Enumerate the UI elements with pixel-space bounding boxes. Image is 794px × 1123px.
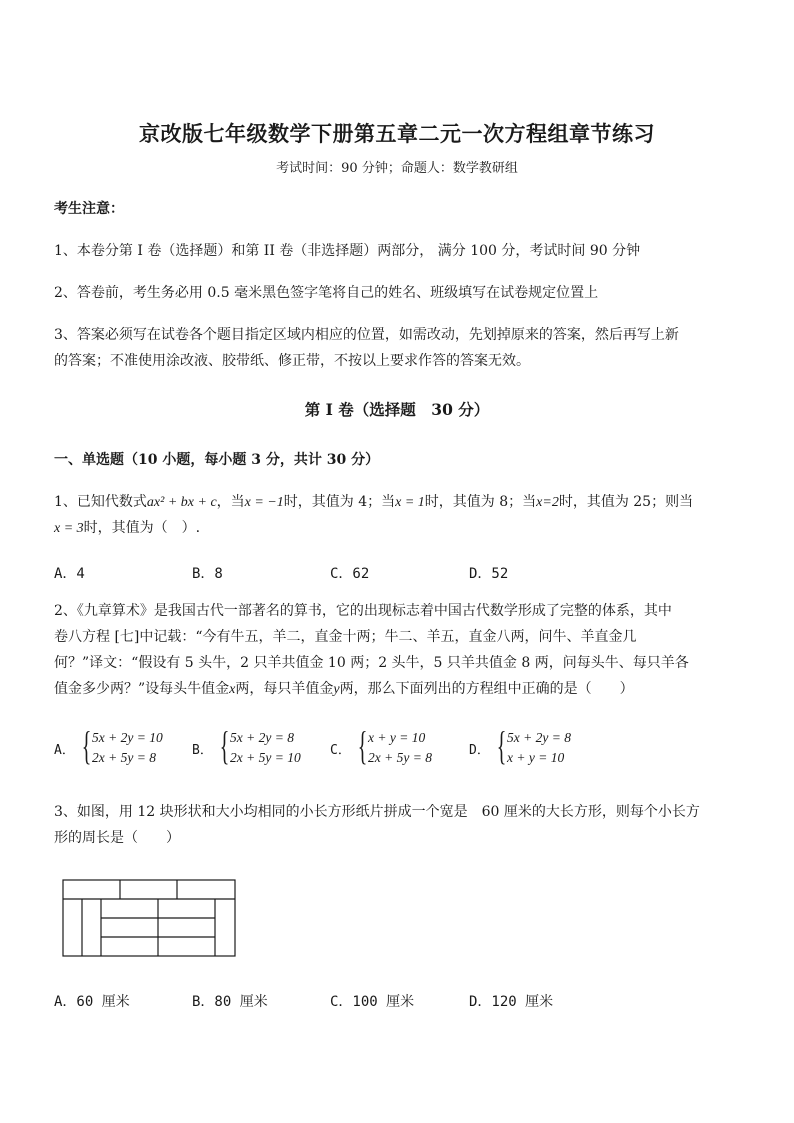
q2-option-b-letter: B． [192, 742, 213, 758]
question-1-line-1 [54, 489, 693, 516]
q1-option-b[interactable]: B．8 [192, 566, 223, 582]
q2-option-d-eq1: 5x + 2y = 8 [507, 730, 571, 745]
notice-item-1: 1、本卷分第 I 卷（选择题）和第 II 卷（非选择题）两部分， 满分 100 分，考试时间 90 分钟 [54, 243, 641, 259]
q1-condition-1: x = −1 [244, 495, 284, 510]
q2-text-c: 两，那么下面列出的方程组中正确的是（ ） [339, 681, 634, 697]
notice-item-3: 3、答案必须写在试卷各个题目指定区域内相应的位置，如需改动，先划掉原来的答案，然后再写上新 [54, 327, 679, 343]
q2-option-a-eq1: 5x + 2y = 10 [92, 730, 163, 745]
q2-option-b-eq2: 2x + 5y = 10 [230, 750, 301, 765]
q2-option-c-eq1: x + y = 10 [368, 730, 426, 745]
q1-text-f: 时，其值为（ ）. [83, 520, 201, 536]
notice-heading: 考生注意： [54, 201, 124, 217]
q1-condition-3: x=2 [536, 495, 559, 510]
question-3-line-1: 3、如图，用 12 块形状和大小均相同的小长方形纸片拼成一个宽是 60 厘米的大长方形，则每个小长方 [54, 804, 700, 820]
question-1-line-2 [54, 515, 200, 542]
brace-icon: { [219, 723, 230, 768]
question-2-line-2: 卷八方程 [七]中记载：“今有牛五，羊二，直金十两；牛二、羊五，直金八两，问牛、羊直金几 [54, 629, 637, 645]
q2-option-a[interactable] [54, 723, 163, 768]
q2-option-c-letter: C． [330, 742, 351, 758]
section-title: 第 I 卷（选择题 30 分） [304, 400, 490, 419]
q3-option-b[interactable]: B．80 厘米 [192, 994, 268, 1010]
q1-condition-2: x = 1 [395, 495, 425, 510]
q1-text-b: ，当 [216, 494, 245, 510]
notice-item-2: 2、答卷前，考生务必用 0.5 毫米黑色签字笔将自己的姓名、班级填写在试卷规定位置上 [54, 285, 599, 301]
q1-text-e: 时，其值为 25；则当 [558, 494, 694, 510]
q2-option-a-letter: A． [54, 742, 75, 758]
q1-option-d[interactable]: D．52 [469, 566, 509, 582]
q2-option-c-eq2: 2x + 5y = 8 [368, 750, 432, 765]
q1-expression: ax² + bx + c [146, 495, 217, 510]
q2-var-y: y [333, 682, 340, 697]
q3-option-a[interactable]: A．60 厘米 [54, 994, 130, 1010]
brace-icon: { [357, 723, 368, 768]
q1-condition-4: x = 3 [54, 521, 84, 536]
question-2-line-3: 何？”译文：“假设有 5 头牛，2 只羊共值金 10 两；2 头牛，5 只羊共值金 8 两，问每头牛、每只羊各 [54, 655, 689, 671]
q1-text-a: 1、已知代数式 [54, 494, 147, 510]
document-title: 京改版七年级数学下册第五章二元一次方程组章节练习 [139, 121, 655, 146]
q1-option-a[interactable]: A．4 [54, 566, 85, 582]
q2-option-c[interactable] [330, 723, 432, 768]
q3-option-d[interactable]: D．120 厘米 [469, 994, 554, 1010]
brace-icon: { [81, 723, 92, 768]
part-heading: 一、单选题（10 小题，每小题 3 分，共计 30 分） [54, 452, 380, 468]
q2-option-d[interactable] [469, 723, 571, 768]
q3-option-c[interactable]: C．100 厘米 [330, 994, 415, 1010]
q2-option-a-eq2: 2x + 5y = 8 [92, 750, 156, 765]
q2-option-b[interactable] [192, 723, 301, 768]
q2-option-b-eq1: 5x + 2y = 8 [230, 730, 294, 745]
question-2-line-4 [54, 676, 634, 703]
q2-text-a: 值金多少两？”设每头牛值金 [54, 681, 230, 697]
q2-var-x: x [229, 682, 236, 697]
q1-text-c: 时，其值为 4；当 [283, 494, 396, 510]
brace-icon: { [496, 723, 507, 768]
question-2-line-1: 2、《九章算术》是我国古代一部著名的算书，它的出现标志着中国古代数学形成了完整的体系，其中 [54, 603, 672, 619]
q2-option-d-eq2: x + y = 10 [507, 750, 565, 765]
notice-item-3-cont: 的答案；不准使用涂改液、胶带纸、修正带，不按以上要求作答的答案无效。 [54, 353, 530, 369]
q2-option-d-letter: D． [469, 742, 490, 758]
q1-option-c[interactable]: C．62 [330, 566, 370, 582]
document-subtitle: 考试时间：90 分钟；命题人：数学教研组 [276, 161, 518, 176]
question-3-line-2: 形的周长是（ ） [54, 830, 180, 846]
q2-text-b: 两，每只羊值金 [235, 681, 334, 697]
q1-text-d: 时，其值为 8；当 [424, 494, 537, 510]
rectangle-tiling-figure [62, 878, 238, 960]
